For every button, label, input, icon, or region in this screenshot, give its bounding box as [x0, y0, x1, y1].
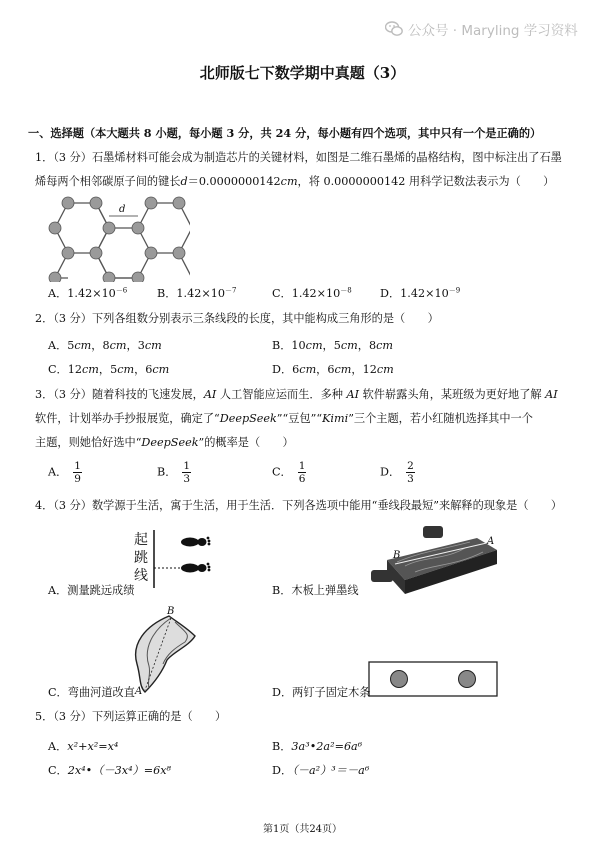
svg-text:A: A — [135, 686, 143, 696]
page-title: 北师版七下数学期中真题（3） — [199, 64, 406, 82]
q5-option-d[interactable]: D．（－a²）³＝－a⁶ — [272, 764, 370, 777]
svg-text:B: B — [393, 550, 401, 561]
question-1-line-2: 烯每两个相邻碳原子间的键长d＝0.0000000142cm，将 0.0000000142 用科学记数法表示为（ ） — [35, 175, 555, 188]
q1-option-b[interactable]: B．$1.42\times 10^{-7}$ — [157, 286, 237, 300]
river-figure — [115, 604, 205, 696]
watermark — [385, 18, 600, 40]
q4-option-b[interactable]: B．木板上弹墨线 — [272, 584, 359, 597]
question-3-line-3: 主题，则她恰好选中“DeepSeek”的概率是（ ） — [35, 436, 294, 449]
svg-text:B: B — [167, 606, 175, 617]
svg-text:线: 线 — [134, 568, 148, 584]
wood-strip-figure — [368, 661, 500, 699]
q2-option-c[interactable]: C．12cm，5cm，6cm — [48, 363, 170, 376]
bond-length-label: d — [119, 204, 126, 215]
watermark-text: 公众号 · Maryling 学习资料 — [408, 23, 578, 39]
svg-text:A: A — [487, 536, 495, 547]
question-4: 4．（3 分）数学源于生活，寓于生活，用于生活．下列各选项中能用“垂线段最短”来解释的现象是（ ） — [35, 499, 563, 512]
q4-option-d[interactable]: D．两钉子固定木条 — [272, 686, 371, 699]
svg-text:起: 起 — [134, 532, 148, 548]
q2-option-d[interactable]: D．6cm，6cm，12cm — [272, 363, 394, 376]
wood-board-figure — [365, 520, 510, 595]
q3-option-c[interactable]: C． $\frac{1}{6}$ — [272, 460, 306, 485]
long-jump-figure — [128, 528, 218, 590]
q4-option-a[interactable]: A．测量跳远成绩 — [48, 584, 135, 597]
graphene-lattice-figure — [45, 192, 190, 282]
q5-option-a[interactable]: A．x²+x²=x⁴ — [48, 740, 119, 753]
q3-option-b[interactable]: B． $\frac{1}{3}$ — [157, 460, 191, 485]
q1-option-d[interactable]: D．$1.42\times 10^{-9}$ — [380, 286, 461, 300]
footprint-icon — [181, 537, 210, 573]
question-3-line-2: 软件，计划举办手抄报展览，确定了“DeepSeek”“豆包”“Kimi”三个主题，若小红随机选择其中一个 — [35, 412, 533, 425]
question-3-line-1: 3．（3 分）随着科技的飞速发展，AI 人工智能应运而生．多种 AI 软件崭露头角，某班级为更好地了解 AI — [35, 388, 558, 401]
wechat-icon — [385, 21, 403, 37]
q2-option-a[interactable]: A．5cm，8cm，3cm — [48, 339, 162, 352]
page-footer: 第1页（共24页） — [262, 824, 343, 835]
q5-option-b[interactable]: B．3a³•2a²=6a⁶ — [272, 740, 363, 753]
question-2: 2．（3 分）下列各组数分别表示三条线段的长度，其中能构成三角形的是（ ） — [35, 312, 439, 325]
q4-option-c[interactable]: C．弯曲河道改直 — [48, 686, 135, 699]
q3-option-a[interactable]: A． $\frac{1}{9}$ — [48, 460, 81, 485]
question-1-line-1: 1．（3 分）石墨烯材料可能会成为制造芯片的关键材料，如图是二维石墨烯的晶格结构，图中标注出了石墨 — [35, 151, 562, 164]
q5-option-c[interactable]: C．2x⁴•（－3x⁴）=6x⁸ — [48, 764, 172, 777]
q1-option-c[interactable]: C．$1.42\times 10^{-8}$ — [272, 286, 352, 300]
q1-option-a[interactable]: A．$1.42\times 10^{-6}$ — [48, 286, 128, 300]
q2-option-b[interactable]: B．10cm，5cm，8cm — [272, 339, 393, 352]
section-heading: 一、选择题（本大题共 8 小题，每小题 3 分，共 24 分，每小题有四个选项，其中只有一个是正确的） — [28, 126, 542, 140]
question-5: 5．（3 分）下列运算正确的是（ ） — [35, 710, 227, 723]
q3-option-d[interactable]: D． $\frac{2}{3}$ — [380, 460, 414, 485]
svg-text:跳: 跳 — [134, 550, 148, 566]
